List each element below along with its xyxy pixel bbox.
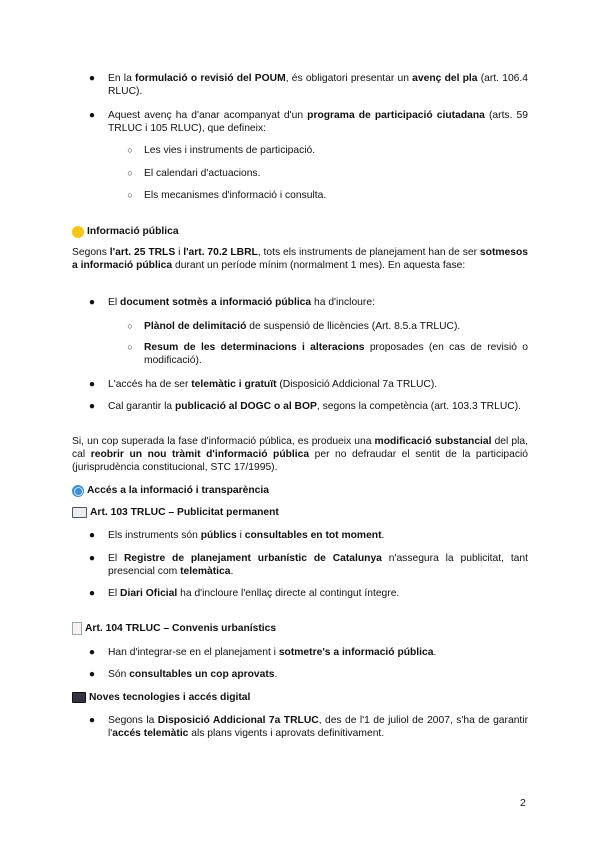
paragraph-informacio-publica: Segons l'art. 25 TRLS i l'art. 70.2 LBRL, tots els instruments de planejament han de ser sotmesos a informació pública durant un període mínim (normalment 1 mes). En aquesta fase: (72, 247, 528, 272)
section-heading-noves-tecnologies: Noves tecnologies i accés digital (72, 691, 250, 704)
publicacio-bullet: Cal garantir la publicació al DOGC o al BOP, segons la competència (art. 103.3 TRLUC). (108, 401, 522, 412)
sub-bullet: ○ (127, 342, 133, 352)
sub-bullet: ○ (127, 321, 133, 331)
sub-bullet: ○ (127, 168, 133, 178)
bullet: ● (88, 715, 96, 726)
bullet: ● (88, 647, 96, 658)
computer-icon (72, 692, 86, 703)
planol-sub-item: Plànol de delimitació de suspensió de llicències (Art. 8.5.a TRLUC). (144, 321, 461, 332)
bullet: ● (88, 401, 96, 412)
publics-bullet: Els instruments són públics i consultables en tot moment. (108, 530, 385, 541)
sub-bullet: ○ (127, 190, 133, 200)
intro-bullet-1: En la formulació o revisió del POUM, és obligatori presentar un avenç del pla (art. 106.4 RLUC). (108, 73, 528, 98)
diari-oficial-bullet: El Diari Oficial ha d'incloure l'enllaç directe al contingut íntegre. (108, 588, 400, 599)
convenis-bullet-1: Han d'integrar-se en el planejament i sotmetre's a informació pública. (108, 647, 437, 658)
bullet: ● (88, 530, 96, 541)
resum-sub-item: Resum de les determinacions i alteracions proposades (en cas de revisió o modificació). (144, 342, 528, 367)
globe-icon (72, 485, 84, 497)
acces-bullet: L'accés ha de ser telemàtic i gratuït (Disposició Addicional 7a TRLUC). (108, 379, 438, 390)
section-heading-informacio-publica: Informació pública (72, 225, 179, 238)
section-heading-art-103: Art. 103 TRLUC – Publicitat permanent (72, 506, 279, 519)
intro-sub-item-2: El calendari d'actuacions. (144, 168, 261, 179)
bullet: ● (88, 553, 96, 564)
sub-bullet: ○ (127, 145, 133, 155)
noves-tecnologies-bullet: Segons la Disposició Addicional 7a TRLUC, des de l'1 de juliol de 2007, s'ha de garantir l'accés telemàtic als plans vigents i aprovats definitivament. (108, 715, 528, 740)
bullet: ● (88, 669, 96, 680)
intro-sub-item-1: Les vies i instruments de participació. (144, 145, 316, 156)
paragraph-modificacio: Si, un cop superada la fase d'informació pública, es produeix una modificació substancial del pla, cal reobrir un nou tràmit d'informació pública per no defraudar el sentit de la participació (jurisprudència constitucional, STC 17/1995). (72, 436, 529, 474)
bullet: ● (88, 379, 96, 390)
intro-bullet-2: Aquest avenç ha d'anar acompanyat d'un programa de participació ciutadana (arts. 59 TRLUC i 105 RLUC), que defineix: (108, 110, 528, 135)
bullet: ● (88, 110, 96, 121)
intro-sub-item-3: Els mecanismes d'informació i consulta. (144, 190, 327, 201)
section-heading-art-104: Art. 104 TRLUC – Convenis urbanístics (72, 622, 276, 635)
memo-icon (72, 622, 82, 635)
bullet: ● (88, 73, 96, 84)
bullet: ● (88, 297, 96, 308)
page-number: 2 (520, 797, 526, 809)
convenis-bullet-2: Són consultables un cop aprovats. (108, 669, 278, 680)
registre-bullet: El Registre de planejament urbanístic de Catalunya n'assegura la publicitat, tant presencial com telemàtica. (108, 553, 528, 578)
section-heading-acces-informacio: Accés a la informació i transparència (72, 484, 269, 497)
document-bullet: El document sotmès a informació pública ha d'incloure: (108, 297, 375, 308)
bullet: ● (88, 588, 96, 599)
yellow-circle-icon (72, 226, 84, 238)
book-icon (72, 507, 87, 518)
